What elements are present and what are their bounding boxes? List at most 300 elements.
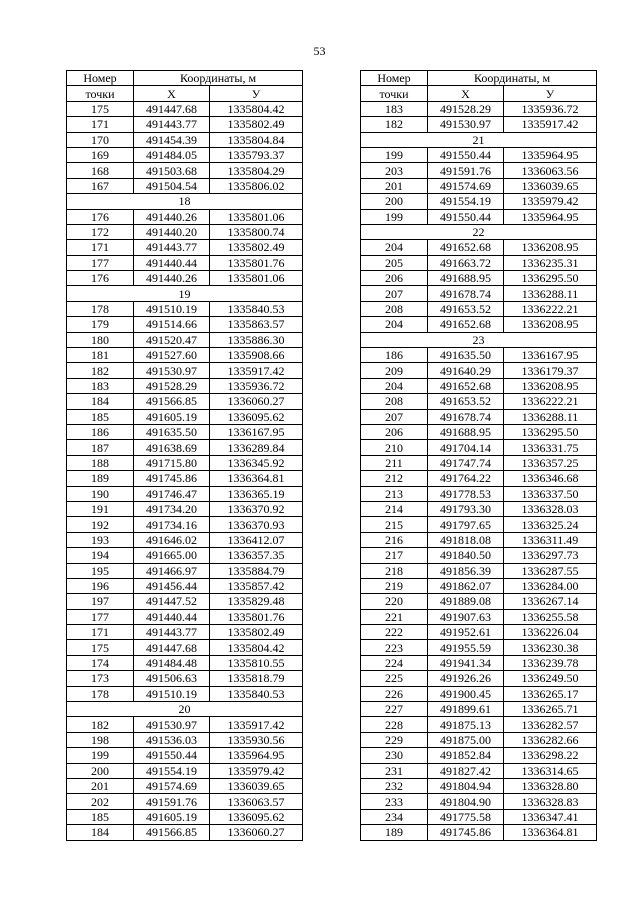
x-coordinate-cell: 491955.59 [428,640,504,655]
y-coordinate-cell: 1335917.42 [504,117,597,132]
table-row [67,132,303,147]
y-coordinate-cell: 1336284.00 [504,578,597,593]
x-coordinate-cell: 491536.03 [134,732,210,747]
table-row [361,717,597,732]
x-coordinate-cell: 491440.44 [134,609,210,624]
header-point-number-2: точки [361,86,428,101]
point-number-cell: 195 [67,563,134,578]
point-number-cell: 202 [67,794,134,809]
point-number-cell: 229 [361,732,428,747]
x-coordinate-cell: 491566.85 [134,394,210,409]
point-number-cell: 201 [67,778,134,793]
y-coordinate-cell: 1336265.17 [504,686,597,701]
table-row [361,163,597,178]
y-coordinate-cell: 1335979.42 [504,194,597,209]
table-row [361,271,597,286]
table-row [67,578,303,593]
x-coordinate-cell: 491652.68 [428,240,504,255]
point-number-cell: 184 [67,394,134,409]
y-coordinate-cell: 1336287.55 [504,563,597,578]
table-row [361,178,597,193]
table-row [361,348,597,363]
y-coordinate-cell: 1335884.79 [210,563,303,578]
point-number-cell: 171 [67,117,134,132]
header-x: X [134,86,210,101]
table-row [361,394,597,409]
y-coordinate-cell: 1336328.03 [504,501,597,516]
y-coordinate-cell: 1336328.80 [504,778,597,793]
header-coordinates: Координаты, м [428,71,597,86]
point-number-cell: 186 [361,348,428,363]
section-row [67,286,303,301]
point-number-cell: 224 [361,655,428,670]
table-row [361,486,597,501]
point-number-cell: 199 [361,147,428,162]
coordinates-body-left [67,101,303,840]
y-coordinate-cell: 1336039.65 [504,178,597,193]
point-number-cell: 207 [361,409,428,424]
x-coordinate-cell: 491635.50 [134,424,210,439]
coordinates-body-right [361,101,597,840]
x-coordinate-cell: 491745.86 [134,471,210,486]
point-number-cell: 196 [67,578,134,593]
point-number-cell: 216 [361,532,428,547]
point-number-cell: 200 [67,763,134,778]
y-coordinate-cell: 1335857.42 [210,578,303,593]
table-row [361,209,597,224]
y-coordinate-cell: 1336364.81 [210,471,303,486]
x-coordinate-cell: 491550.44 [428,147,504,162]
table-row [67,594,303,609]
x-coordinate-cell: 491747.74 [428,455,504,470]
y-coordinate-cell: 1336328.83 [504,794,597,809]
table-row [67,794,303,809]
y-coordinate-cell: 1336370.93 [210,517,303,532]
table-row [67,455,303,470]
point-number-cell: 204 [361,240,428,255]
table-row [67,640,303,655]
x-coordinate-cell: 491554.19 [428,194,504,209]
x-coordinate-cell: 491440.44 [134,255,210,270]
y-coordinate-cell: 1336289.84 [210,440,303,455]
y-coordinate-cell: 1335979.42 [210,763,303,778]
coordinates-table-left [66,70,303,841]
y-coordinate-cell: 1335804.42 [210,640,303,655]
y-coordinate-cell: 1336167.95 [210,424,303,439]
point-number-cell: 234 [361,809,428,824]
table-row [361,501,597,516]
y-coordinate-cell: 1336063.57 [210,794,303,809]
table-row [67,332,303,347]
point-number-cell: 171 [67,240,134,255]
x-coordinate-cell: 491504.54 [134,178,210,193]
x-coordinate-cell: 491443.77 [134,240,210,255]
y-coordinate-cell: 1336267.14 [504,594,597,609]
table-row [67,486,303,501]
x-coordinate-cell: 491510.19 [134,301,210,316]
x-coordinate-cell: 491447.68 [134,101,210,116]
x-coordinate-cell: 491678.74 [428,409,504,424]
y-coordinate-cell: 1336295.50 [504,424,597,439]
point-number-cell: 206 [361,271,428,286]
point-number-cell: 227 [361,702,428,717]
point-number-cell: 182 [67,717,134,732]
y-coordinate-cell: 1336179.37 [504,363,597,378]
point-number-cell: 203 [361,163,428,178]
x-coordinate-cell: 491527.60 [134,348,210,363]
y-coordinate-cell: 1336235.31 [504,255,597,270]
x-coordinate-cell: 491840.50 [428,548,504,563]
point-number-cell: 178 [67,301,134,316]
table-row [361,301,597,316]
y-coordinate-cell: 1336265.71 [504,702,597,717]
header-point-number: Номер [67,71,134,86]
point-number-cell: 231 [361,763,428,778]
x-coordinate-cell: 491653.52 [428,394,504,409]
point-number-cell: 191 [67,501,134,516]
y-coordinate-cell: 1336288.11 [504,409,597,424]
table-row [67,609,303,624]
y-coordinate-cell: 1335908.66 [210,348,303,363]
point-number-cell: 210 [361,440,428,455]
point-number-cell: 208 [361,301,428,316]
x-coordinate-cell: 491899.61 [428,702,504,717]
table-row [361,378,597,393]
point-number-cell: 186 [67,424,134,439]
table-row [67,163,303,178]
x-coordinate-cell: 491447.52 [134,594,210,609]
point-number-cell: 219 [361,578,428,593]
point-number-cell: 187 [67,440,134,455]
x-coordinate-cell: 491688.95 [428,271,504,286]
table-row [67,255,303,270]
table-row [67,501,303,516]
point-number-cell: 199 [361,209,428,224]
table-row [67,532,303,547]
point-number-cell: 172 [67,224,134,239]
table-row [361,778,597,793]
y-coordinate-cell: 1336208.95 [504,240,597,255]
section-number: 21 [361,132,597,147]
y-coordinate-cell: 1336365.19 [210,486,303,501]
x-coordinate-cell: 491852.84 [428,748,504,763]
point-number-cell: 188 [67,455,134,470]
table-row [67,409,303,424]
x-coordinate-cell: 491827.42 [428,763,504,778]
x-coordinate-cell: 491566.85 [134,825,210,840]
x-coordinate-cell: 491510.19 [134,686,210,701]
point-number-cell: 177 [67,609,134,624]
y-coordinate-cell: 1336060.27 [210,825,303,840]
point-number-cell: 185 [67,409,134,424]
point-number-cell: 181 [67,348,134,363]
point-number-cell: 178 [67,686,134,701]
y-coordinate-cell: 1335810.55 [210,655,303,670]
y-coordinate-cell: 1335801.76 [210,609,303,624]
x-coordinate-cell: 491591.76 [134,794,210,809]
table-row [67,717,303,732]
x-coordinate-cell: 491466.97 [134,563,210,578]
table-row [67,471,303,486]
table-row [361,578,597,593]
x-coordinate-cell: 491775.58 [428,809,504,824]
x-coordinate-cell: 491797.65 [428,517,504,532]
y-coordinate-cell: 1336239.78 [504,655,597,670]
y-coordinate-cell: 1336208.95 [504,317,597,332]
x-coordinate-cell: 491663.72 [428,255,504,270]
x-coordinate-cell: 491875.13 [428,717,504,732]
y-coordinate-cell: 1336288.11 [504,286,597,301]
y-coordinate-cell: 1335818.79 [210,671,303,686]
point-number-cell: 168 [67,163,134,178]
point-number-cell: 228 [361,717,428,732]
x-coordinate-cell: 491941.34 [428,655,504,670]
section-row [67,194,303,209]
point-number-cell: 189 [361,825,428,840]
table-row [67,548,303,563]
x-coordinate-cell: 491605.19 [134,809,210,824]
table-row [67,363,303,378]
table-row [67,394,303,409]
y-coordinate-cell: 1336311.49 [504,532,597,547]
table-row [67,317,303,332]
section-row [361,224,597,239]
y-coordinate-cell: 1336255.58 [504,609,597,624]
point-number-cell: 226 [361,686,428,701]
table-row [361,748,597,763]
x-coordinate-cell: 491804.90 [428,794,504,809]
table-row [67,778,303,793]
table-row [67,178,303,193]
table-row [361,147,597,162]
table-row [361,440,597,455]
point-number-cell: 214 [361,501,428,516]
y-coordinate-cell: 1335804.42 [210,101,303,116]
point-number-cell: 171 [67,625,134,640]
y-coordinate-cell: 1335863.57 [210,317,303,332]
point-number-cell: 211 [361,455,428,470]
y-coordinate-cell: 1336208.95 [504,378,597,393]
x-coordinate-cell: 491528.29 [428,101,504,116]
x-coordinate-cell: 491652.68 [428,317,504,332]
table-row [361,517,597,532]
x-coordinate-cell: 491484.48 [134,655,210,670]
x-coordinate-cell: 491514.66 [134,317,210,332]
x-coordinate-cell: 491646.02 [134,532,210,547]
point-number-cell: 173 [67,671,134,686]
x-coordinate-cell: 491520.47 [134,332,210,347]
x-coordinate-cell: 491443.77 [134,625,210,640]
y-coordinate-cell: 1335801.06 [210,271,303,286]
table-row [361,809,597,824]
x-coordinate-cell: 491746.47 [134,486,210,501]
x-coordinate-cell: 491530.97 [134,717,210,732]
table-row [361,101,597,116]
header-y: У [504,86,597,101]
point-number-cell: 183 [67,378,134,393]
y-coordinate-cell: 1335964.95 [210,748,303,763]
y-coordinate-cell: 1336226.04 [504,625,597,640]
x-coordinate-cell: 491926.26 [428,671,504,686]
x-coordinate-cell: 491530.97 [134,363,210,378]
table-row [361,625,597,640]
x-coordinate-cell: 491862.07 [428,578,504,593]
x-coordinate-cell: 491440.20 [134,224,210,239]
y-coordinate-cell: 1335964.95 [504,209,597,224]
y-coordinate-cell: 1335806.02 [210,178,303,193]
y-coordinate-cell: 1336249.50 [504,671,597,686]
y-coordinate-cell: 1336345.92 [210,455,303,470]
section-row [361,132,597,147]
table-row [361,317,597,332]
x-coordinate-cell: 491818.08 [428,532,504,547]
header-point-number: Номер [361,71,428,86]
x-coordinate-cell: 491456.44 [134,578,210,593]
x-coordinate-cell: 491734.20 [134,501,210,516]
y-coordinate-cell: 1335800.74 [210,224,303,239]
table-row [67,378,303,393]
x-coordinate-cell: 491952.61 [428,625,504,640]
y-coordinate-cell: 1336357.35 [210,548,303,563]
point-number-cell: 221 [361,609,428,624]
y-coordinate-cell: 1335917.42 [210,363,303,378]
table-row [67,440,303,455]
point-number-cell: 215 [361,517,428,532]
x-coordinate-cell: 491443.77 [134,117,210,132]
y-coordinate-cell: 1336295.50 [504,271,597,286]
x-coordinate-cell: 491889.08 [428,594,504,609]
point-number-cell: 194 [67,548,134,563]
header-point-number-2: точки [67,86,134,101]
header-y: У [210,86,303,101]
point-number-cell: 213 [361,486,428,501]
x-coordinate-cell: 491665.00 [134,548,210,563]
table-row [361,794,597,809]
table-row [361,671,597,686]
x-coordinate-cell: 491454.39 [134,132,210,147]
x-coordinate-cell: 491856.39 [428,563,504,578]
y-coordinate-cell: 1335886.30 [210,332,303,347]
x-coordinate-cell: 491528.29 [134,378,210,393]
y-coordinate-cell: 1336364.81 [504,825,597,840]
table-row [67,686,303,701]
y-coordinate-cell: 1336314.65 [504,763,597,778]
y-coordinate-cell: 1336222.21 [504,394,597,409]
point-number-cell: 184 [67,825,134,840]
table-row [67,825,303,840]
y-coordinate-cell: 1335930.56 [210,732,303,747]
y-coordinate-cell: 1336039.65 [210,778,303,793]
table-row [361,363,597,378]
x-coordinate-cell: 491793.30 [428,501,504,516]
table-row [67,240,303,255]
table-row [361,286,597,301]
point-number-cell: 177 [67,255,134,270]
y-coordinate-cell: 1335801.76 [210,255,303,270]
x-coordinate-cell: 491440.26 [134,271,210,286]
y-coordinate-cell: 1335829.48 [210,594,303,609]
point-number-cell: 225 [361,671,428,686]
table-row [67,301,303,316]
table-row [361,255,597,270]
coordinates-table-right [360,70,597,841]
x-coordinate-cell: 491734.16 [134,517,210,532]
x-coordinate-cell: 491574.69 [134,778,210,793]
point-number-cell: 233 [361,794,428,809]
table-row [361,702,597,717]
y-coordinate-cell: 1335964.95 [504,147,597,162]
x-coordinate-cell: 491530.97 [428,117,504,132]
table-row [361,594,597,609]
x-coordinate-cell: 491638.69 [134,440,210,455]
table-row [361,117,597,132]
section-row [67,702,303,717]
y-coordinate-cell: 1336297.73 [504,548,597,563]
table-row [67,671,303,686]
y-coordinate-cell: 1336095.62 [210,409,303,424]
x-coordinate-cell: 491804.94 [428,778,504,793]
y-coordinate-cell: 1336357.25 [504,455,597,470]
x-coordinate-cell: 491704.14 [428,440,504,455]
section-row [361,332,597,347]
table-row [361,732,597,747]
x-coordinate-cell: 491640.29 [428,363,504,378]
y-coordinate-cell: 1336222.21 [504,301,597,316]
point-number-cell: 167 [67,178,134,193]
point-number-cell: 199 [67,748,134,763]
x-coordinate-cell: 491907.63 [428,609,504,624]
point-number-cell: 217 [361,548,428,563]
x-coordinate-cell: 491447.68 [134,640,210,655]
y-coordinate-cell: 1336331.75 [504,440,597,455]
point-number-cell: 175 [67,101,134,116]
table-row [67,517,303,532]
section-number: 20 [67,702,303,717]
point-number-cell: 170 [67,132,134,147]
header-x: X [428,86,504,101]
y-coordinate-cell: 1335840.53 [210,301,303,316]
x-coordinate-cell: 491778.53 [428,486,504,501]
point-number-cell: 218 [361,563,428,578]
y-coordinate-cell: 1336325.24 [504,517,597,532]
x-coordinate-cell: 491550.44 [428,209,504,224]
table-row [361,424,597,439]
point-number-cell: 204 [361,378,428,393]
table-row [67,348,303,363]
section-number: 18 [67,194,303,209]
section-number: 22 [361,224,597,239]
x-coordinate-cell: 491688.95 [428,424,504,439]
y-coordinate-cell: 1335936.72 [504,101,597,116]
x-coordinate-cell: 491715.80 [134,455,210,470]
y-coordinate-cell: 1336412.07 [210,532,303,547]
table-row [67,625,303,640]
point-number-cell: 223 [361,640,428,655]
table-row [361,655,597,670]
y-coordinate-cell: 1335802.49 [210,240,303,255]
point-number-cell: 176 [67,209,134,224]
point-number-cell: 176 [67,271,134,286]
point-number-cell: 220 [361,594,428,609]
y-coordinate-cell: 1335802.49 [210,117,303,132]
y-coordinate-cell: 1336060.27 [210,394,303,409]
x-coordinate-cell: 491550.44 [134,748,210,763]
point-number-cell: 230 [361,748,428,763]
y-coordinate-cell: 1335917.42 [210,717,303,732]
point-number-cell: 179 [67,317,134,332]
y-coordinate-cell: 1335804.84 [210,132,303,147]
point-number-cell: 205 [361,255,428,270]
